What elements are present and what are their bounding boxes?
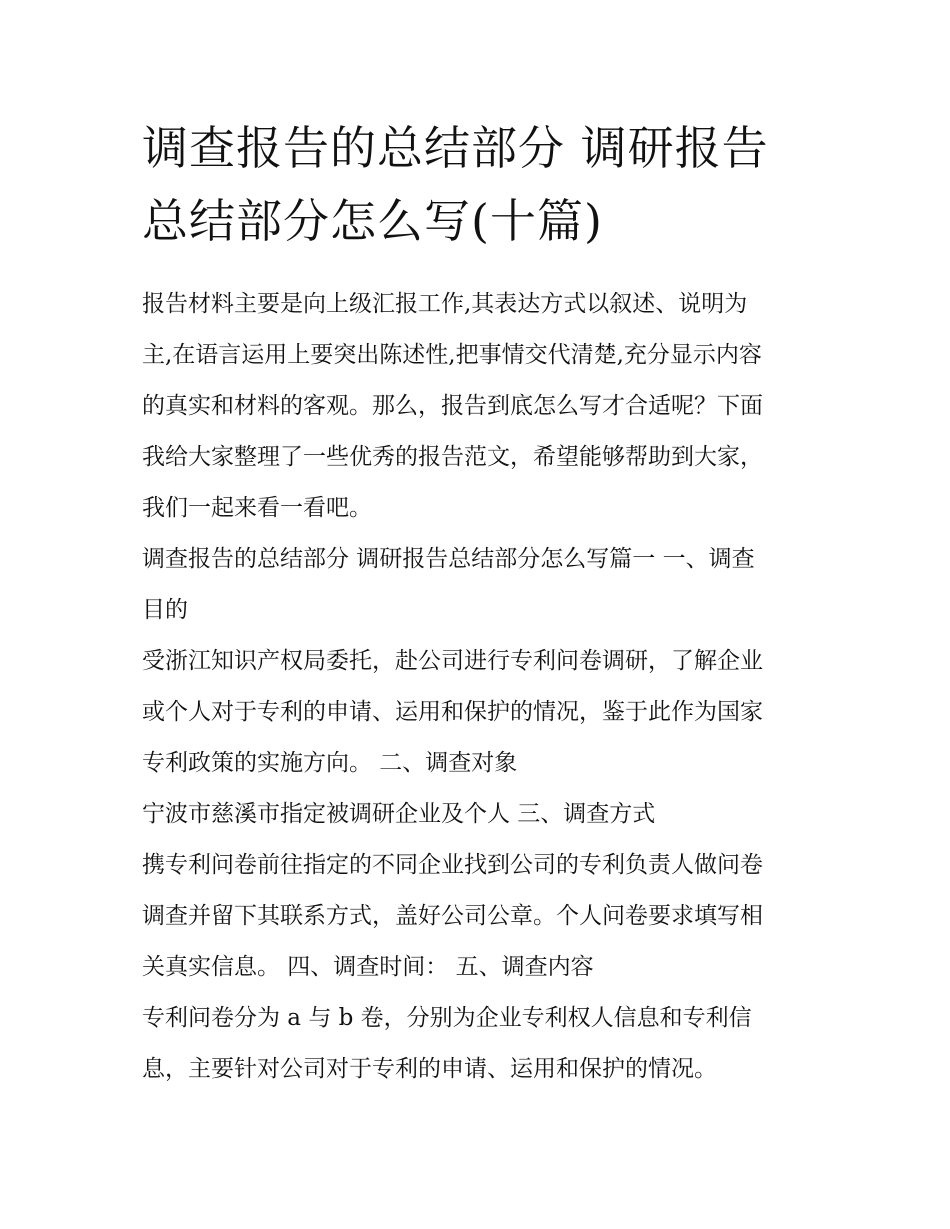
body-line: 或个人对于专利的申请、运用和保护的情况，鉴于此作为国家 xyxy=(142,699,763,725)
section-heading-line: 目的 xyxy=(142,597,188,623)
body-line: 携专利问卷前往指定的不同企业找到公司的专利负责人做问卷 xyxy=(142,852,763,878)
body-line: 我给大家整理了一些优秀的报告范文，希望能够帮助到大家， xyxy=(142,444,763,470)
body-line: 我们一起来看一看吧。 xyxy=(142,495,372,521)
body-line: 主,在语言运用上要突出陈述性,把事情交代清楚,充分显示内容 xyxy=(142,342,762,368)
document-body xyxy=(142,279,822,1095)
title-line-1: 调查报告的总结部分 调研报告 xyxy=(142,121,769,175)
title-line-2: 总结部分怎么写(十篇) xyxy=(142,194,603,248)
body-line: 的真实和材料的客观。那么，报告到底怎么写才合适呢？下面 xyxy=(142,393,763,419)
body-line: 专利政策的实施方向。 二、调查对象 xyxy=(142,750,518,776)
body-line: 受浙江知识产权局委托，赴公司进行专利问卷调研，了解企业 xyxy=(142,648,763,674)
body-line: 息，主要针对公司对于专利的申请、运用和保护的情况。 xyxy=(142,1056,717,1082)
body-line: 调查并留下其联系方式，盖好公司公章。个人问卷要求填写相 xyxy=(142,903,763,929)
section-heading-line: 调查报告的总结部分 调研报告总结部分怎么写篇一 一、调查 xyxy=(142,546,755,572)
body-line: 专利问卷分为 a 与 b 卷，分别为企业专利权人信息和专利信 xyxy=(142,1005,752,1031)
body-line: 宁波市慈溪市指定被调研企业及个人 三、调查方式 xyxy=(142,801,656,827)
body-line: 报告材料主要是向上级汇报工作,其表达方式以叙述、说明为 xyxy=(142,291,748,317)
body-line: 关真实信息。 四、调查时间： 五、调查内容 xyxy=(142,954,594,980)
document-title xyxy=(142,112,822,258)
